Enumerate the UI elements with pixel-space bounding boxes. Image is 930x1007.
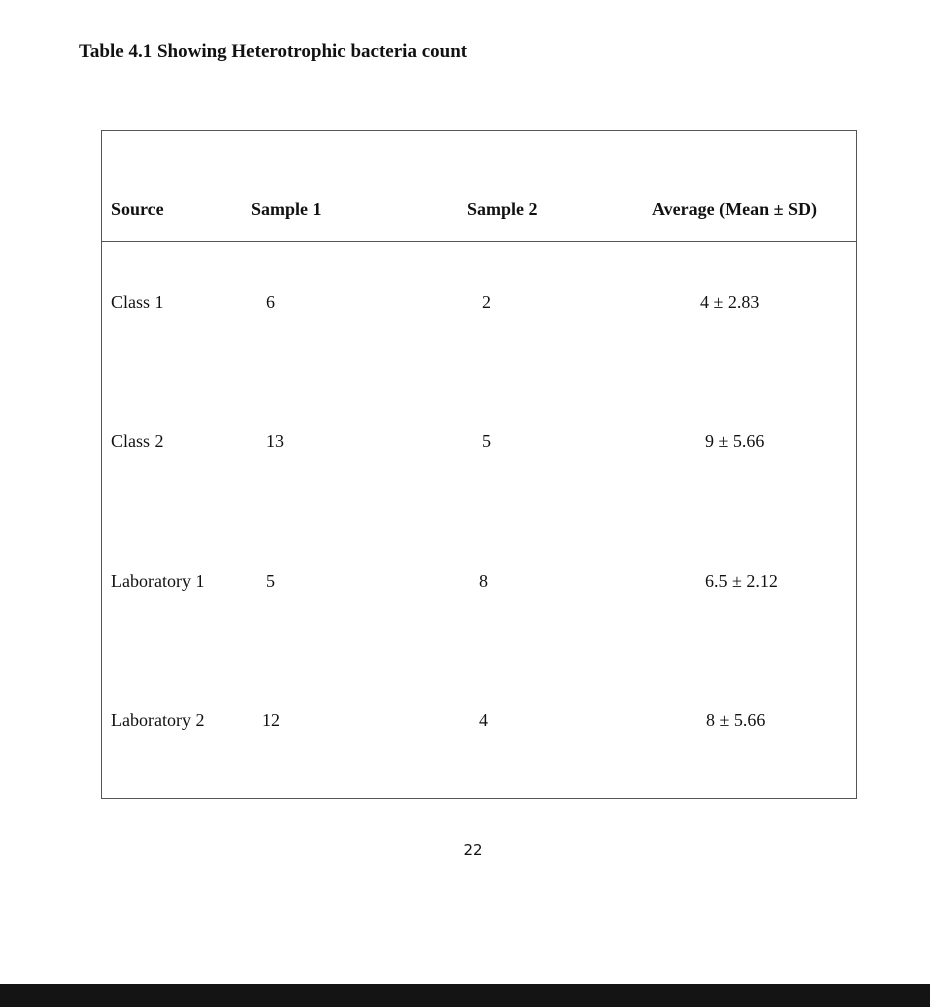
page-number: 22 [463, 841, 483, 859]
cell-average: 8 ± 5.66 [706, 710, 766, 730]
cell-sample-1: 5 [266, 571, 275, 591]
cell-source: Laboratory 2 [111, 710, 205, 730]
cell-average: 6.5 ± 2.12 [705, 571, 778, 591]
cell-source: Laboratory 1 [111, 571, 205, 591]
table-row [102, 709, 856, 731]
cell-sample-2: 5 [482, 431, 491, 451]
cell-average: 9 ± 5.66 [705, 431, 765, 451]
table-row [102, 430, 856, 452]
cell-sample-1: 12 [262, 710, 280, 730]
header-sample-1: Sample 1 [251, 199, 322, 219]
cell-sample-2: 2 [482, 292, 491, 312]
header-sample-2: Sample 2 [467, 199, 538, 219]
cell-sample-2: 8 [479, 571, 488, 591]
cell-sample-2: 4 [479, 710, 488, 730]
cell-sample-1: 13 [266, 431, 284, 451]
header-average: Average (Mean ± SD) [652, 199, 817, 219]
cell-average: 4 ± 2.83 [700, 292, 760, 312]
table-caption: Table 4.1 Showing Heterotrophic bacteria count [79, 41, 468, 62]
table-row [102, 570, 856, 592]
data-table [101, 130, 857, 799]
header-source: Source [111, 199, 164, 219]
table-header-row [102, 131, 856, 242]
cell-source: Class 2 [111, 431, 164, 451]
viewer-bottom-bar [0, 984, 930, 1007]
table-row [102, 291, 856, 313]
cell-sample-1: 6 [266, 292, 275, 312]
cell-source: Class 1 [111, 292, 164, 312]
